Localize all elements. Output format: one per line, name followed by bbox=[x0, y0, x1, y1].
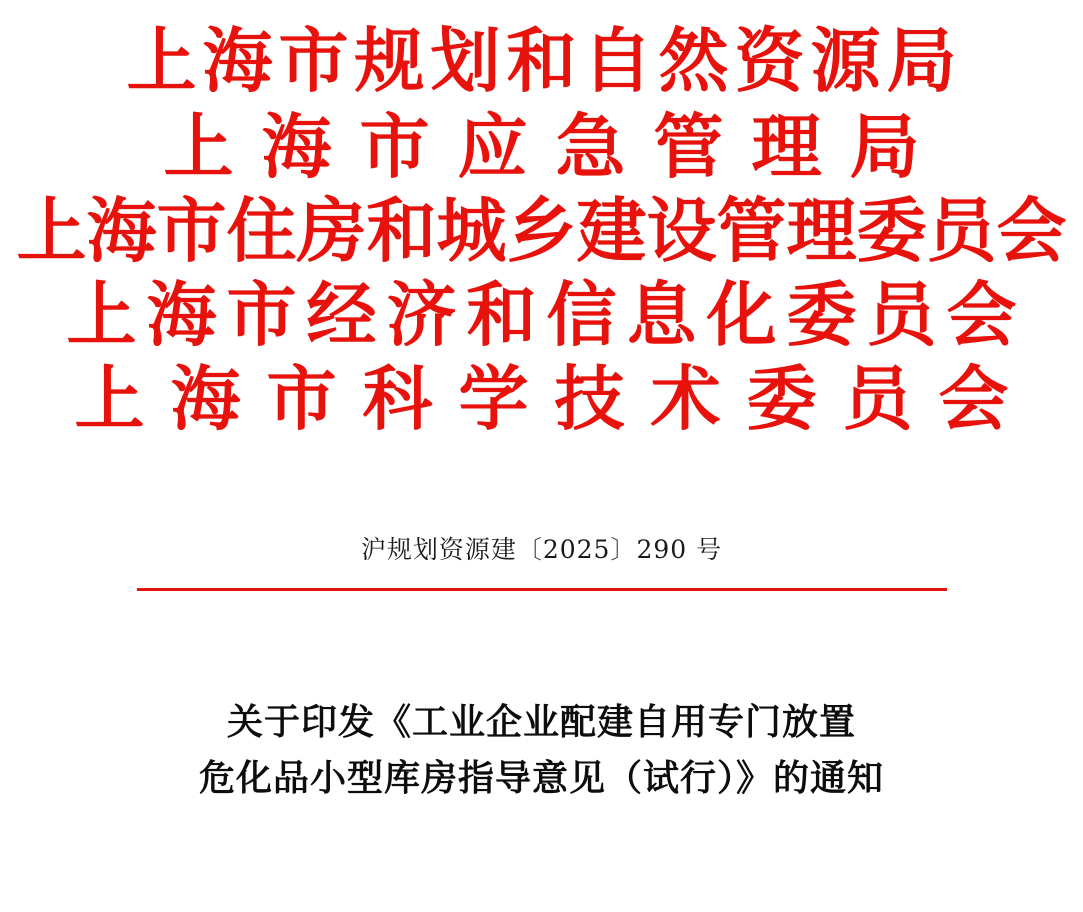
issuer-line-3: 上海市住房和城乡建设管理委员会 bbox=[16, 189, 1067, 272]
document-title bbox=[0, 695, 1083, 807]
red-divider-rule bbox=[137, 588, 947, 591]
issuer-line-1: 上海市规划和自然资源局 bbox=[126, 19, 963, 102]
masthead bbox=[0, 0, 1083, 440]
document-number: 沪规划资源建〔2025〕290 号 bbox=[360, 535, 723, 564]
title-line-1: 关于印发《工业企业配建自用专门放置 bbox=[226, 701, 856, 743]
title-line-2: 危化品小型库房指导意见（试行）》的通知 bbox=[198, 756, 884, 799]
issuer-line-5: 上海市科学技术委员会 bbox=[74, 357, 1035, 440]
issuer-line-2: 上海市应急管理局 bbox=[163, 105, 948, 188]
issuer-line-4: 上海市经济和信息化委员会 bbox=[66, 273, 1027, 356]
